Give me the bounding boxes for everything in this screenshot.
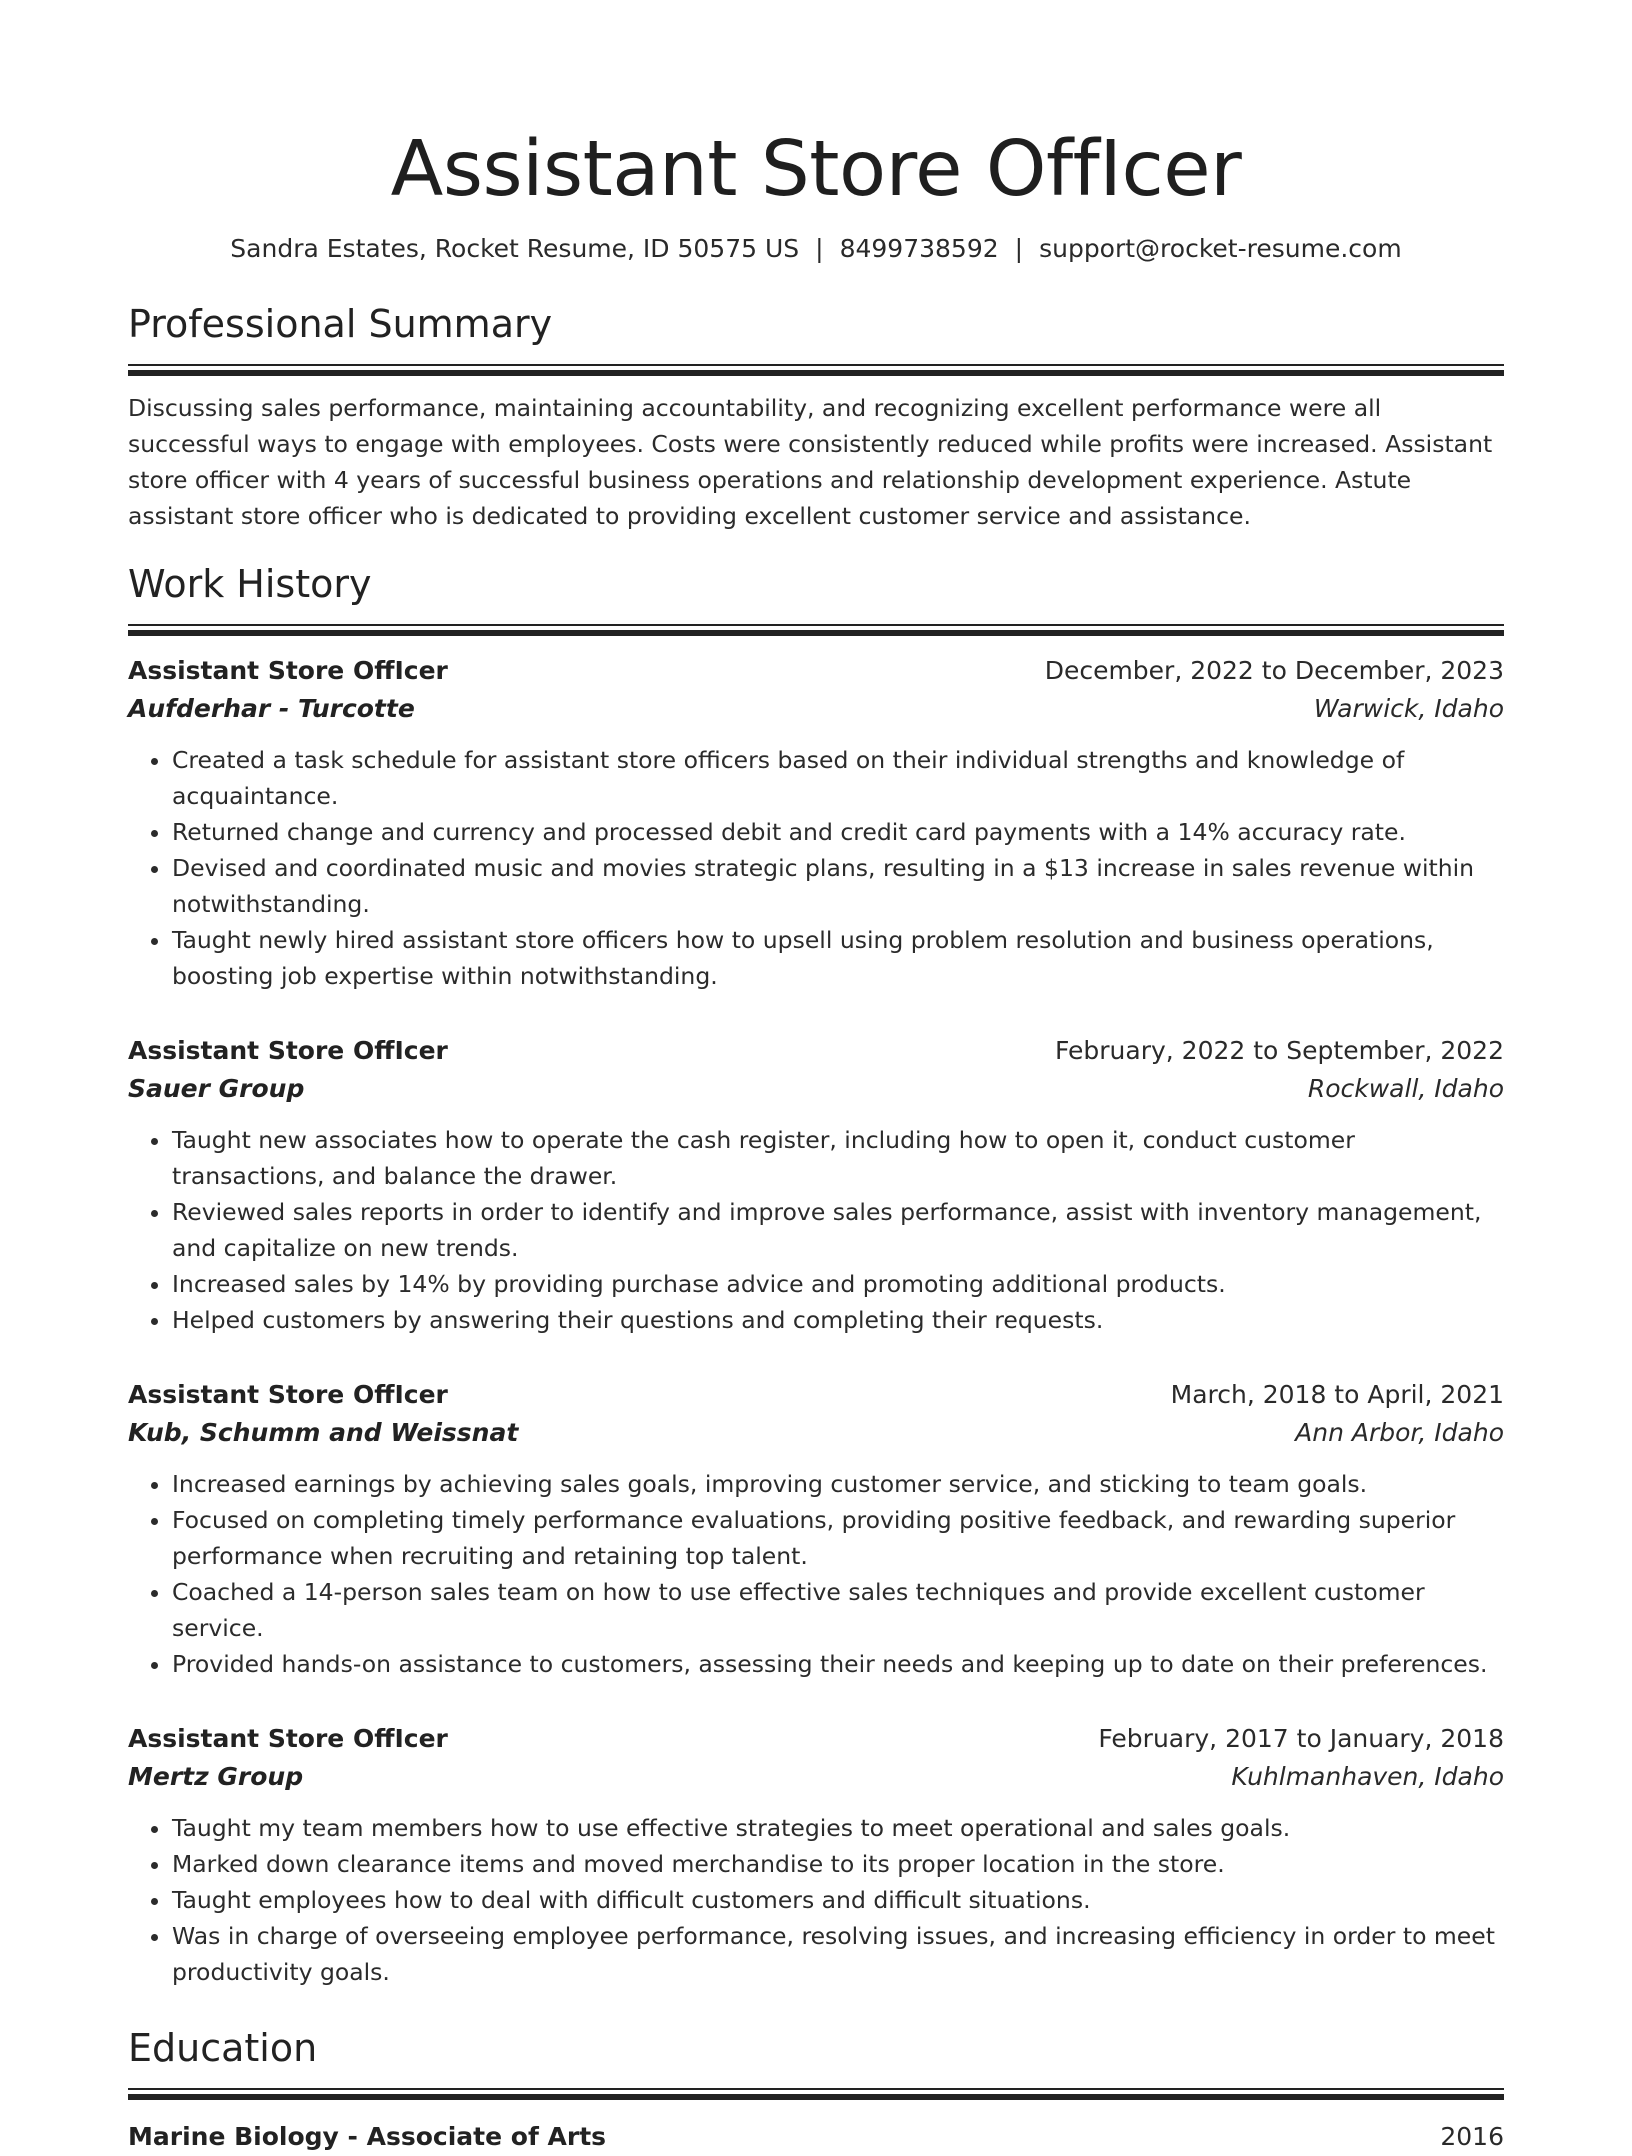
contact-line (128, 232, 1504, 266)
section-title-summary: Professional Summary (128, 302, 553, 346)
job-bullets (128, 1810, 1504, 1990)
job-bullet: • Was in charge of overseeing employee performance, resolving issues, and increasing efficiency in order to meet productivity goals. (172, 1918, 1504, 1990)
job-bullet: • Taught newly hired assistant store officers how to upsell using problem resolution and business operations, boosting job expertise within notwithstanding. (172, 922, 1504, 994)
job-bullet: • Created a task schedule for assistant store officers based on their individual strengths and knowledge of acquaintance. (172, 742, 1504, 814)
section-title-work-history: Work History (128, 562, 372, 606)
job-bullet: • Reviewed sales reports in order to identify and improve sales performance, assist with inventory management, and capitalize on new trends. (172, 1194, 1504, 1266)
contact-separator: | (815, 234, 824, 263)
education-degree: Marine Biology - Associate of Arts (128, 2122, 607, 2151)
job-bullets (128, 1122, 1504, 1338)
job-location: Rockwall, Idaho (1307, 1074, 1504, 1103)
job-entry (128, 1720, 1504, 1990)
job-header (128, 1032, 1504, 1070)
job-title: Assistant Store OffIcer (128, 1724, 448, 1753)
job-bullet: • Taught my team members how to use effective strategies to meet operational and sales goals. (172, 1810, 1504, 1846)
job-title: Assistant Store OffIcer (128, 1036, 448, 1065)
job-bullets (128, 1466, 1504, 1682)
contact-email: support@rocket-resume.com (1039, 234, 1402, 263)
contact-separator: | (1014, 234, 1024, 263)
resume-page (128, 0, 1504, 2156)
job-entry (128, 1376, 1504, 1682)
section-divider (128, 364, 1504, 376)
job-bullet: • Taught employees how to deal with difficult customers and difficult situations. (172, 1882, 1504, 1918)
job-bullet: • Coached a 14-person sales team on how to use effective sales techniques and provide excellent customer service. (172, 1574, 1504, 1646)
job-dates: December, 2022 to December, 2023 (1044, 656, 1504, 685)
job-subheader (128, 1414, 1504, 1452)
job-bullet: • Taught new associates how to operate the cash register, including how to open it, conduct customer transactions, and balance the drawer. (172, 1122, 1504, 1194)
job-entry (128, 1032, 1504, 1338)
job-header (128, 652, 1504, 690)
job-entry (128, 652, 1504, 994)
job-company: Kub, Schumm and Weissnat (128, 1418, 519, 1447)
job-bullet: • Focused on completing timely performance evaluations, providing positive feedback, and rewarding superior performance when recruiting and retaining top talent. (172, 1502, 1504, 1574)
job-bullets (128, 742, 1504, 994)
education-section (128, 2024, 1504, 2156)
job-company: Mertz Group (128, 1762, 304, 1791)
job-company: Sauer Group (128, 1074, 305, 1103)
education-year: 2016 (1440, 2122, 1504, 2151)
summary-section (128, 300, 1504, 534)
job-subheader (128, 1758, 1504, 1796)
job-bullet: • Increased earnings by achieving sales goals, improving customer service, and sticking to team goals. (172, 1466, 1504, 1502)
job-header (128, 1720, 1504, 1758)
job-dates: March, 2018 to April, 2021 (1170, 1380, 1504, 1409)
summary-text: Discussing sales performance, maintaining accountability, and recognizing excellent performance were all successful ways to engage with employees. Costs were consistently reduced while profits were increased. Assistant store officer with 4 years of successful business operations and relationship development experience. Astute assistant store officer who is dedicated to providing excellent customer service and assistance. (128, 394, 1493, 530)
resume-name: Assistant Store OffIcer (390, 125, 1242, 214)
job-subheader (128, 690, 1504, 728)
job-bullet: • Helped customers by answering their questions and completing their requests. (172, 1302, 1504, 1338)
section-divider (128, 2088, 1504, 2100)
job-subheader (128, 1070, 1504, 1108)
job-location: Kuhlmanhaven, Idaho (1231, 1762, 1504, 1791)
job-bullet: • Provided hands-on assistance to customers, assessing their needs and keeping up to date on their preferences. (172, 1646, 1504, 1682)
job-bullet: • Increased sales by 14% by providing purchase advice and promoting additional products. (172, 1266, 1504, 1302)
education-entry (128, 2118, 1504, 2156)
job-company: Aufderhar - Turcotte (128, 694, 415, 723)
job-dates: February, 2017 to January, 2018 (1098, 1724, 1504, 1753)
job-title: Assistant Store OffIcer (128, 1380, 448, 1409)
job-location: Warwick, Idaho (1313, 694, 1504, 723)
work-history-section (128, 560, 1504, 1990)
job-bullet: • Devised and coordinated music and movies strategic plans, resulting in a $13 increase in sales revenue within notwithstanding. (172, 850, 1504, 922)
contact-phone: 8499738592 (839, 234, 999, 263)
job-bullet: • Marked down clearance items and moved merchandise to its proper location in the store. (172, 1846, 1504, 1882)
contact-address: Sandra Estates, Rocket Resume, ID 50575 US (230, 234, 800, 263)
job-dates: February, 2022 to September, 2022 (1055, 1036, 1504, 1065)
section-divider (128, 624, 1504, 636)
section-title-education: Education (128, 2026, 318, 2070)
job-title: Assistant Store OffIcer (128, 656, 448, 685)
job-bullet: • Returned change and currency and processed debit and credit card payments with a 14% accuracy rate. (172, 814, 1504, 850)
job-header (128, 1376, 1504, 1414)
job-location: Ann Arbor, Idaho (1295, 1418, 1504, 1447)
